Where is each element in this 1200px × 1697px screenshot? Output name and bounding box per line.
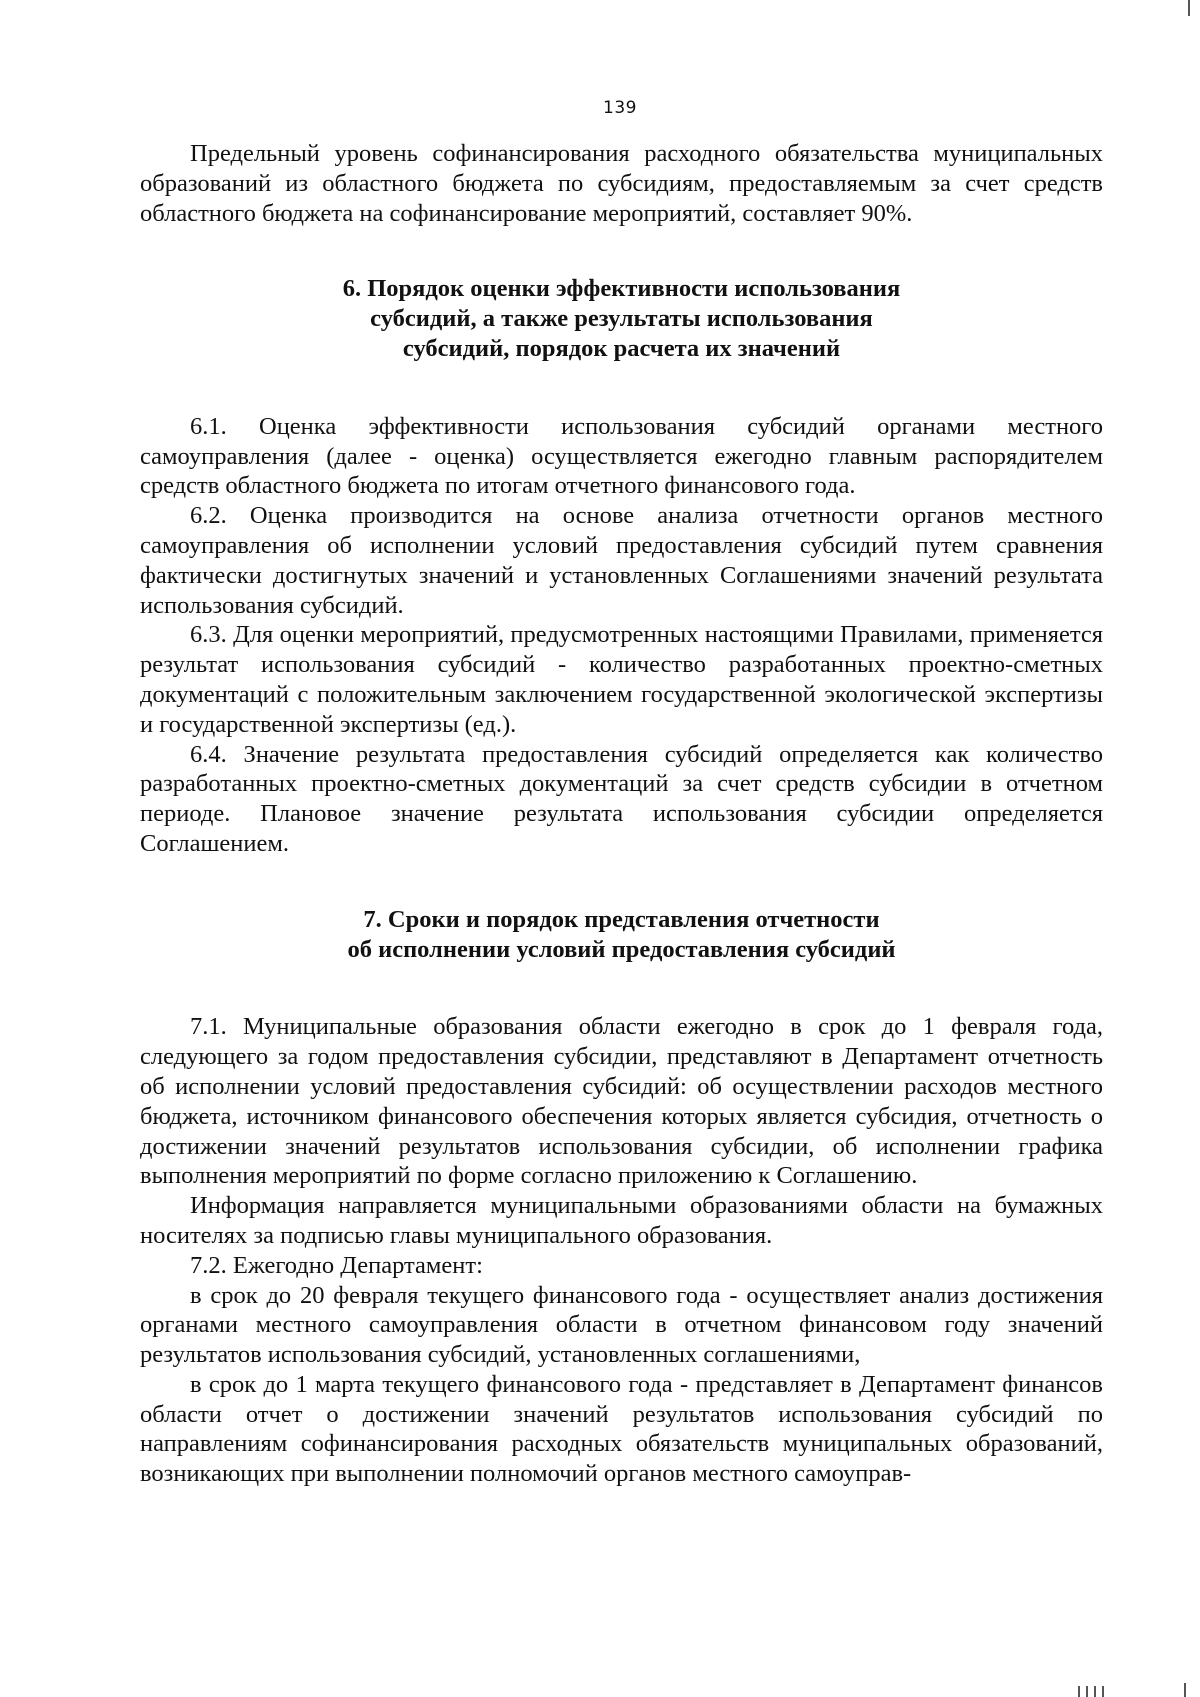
section-6-heading-line: субсидий, а также результаты использования — [370, 305, 873, 333]
intro-paragraph: Предельный уровень софинансирования расходного обязательства муниципальных образований из областного бюджета по субсидиям, предоставляемым за счет средств областного бюджета на софинансирование мероприятий, составляет 90%. — [140, 140, 1103, 227]
scan-artifact — [1188, 0, 1190, 16]
paragraph-7-2: 7.2. Ежегодно Департамент: — [190, 1251, 483, 1279]
document-body — [140, 139, 1103, 1489]
scan-artifact — [1102, 1686, 1104, 1697]
paragraph-7-2-mar: в срок до 1 марта текущего финансового года - представляет в Департамент финансов области отчет о достижении значений результатов использования субсидий по направлениям софинансирования расходных обязательств муниципальных образований, возникающих при выполнении полномочий органов местного самоуправ- — [140, 1370, 1103, 1488]
section-7-heading — [140, 905, 1103, 965]
paragraph-6-2: 6.2. Оценка производится на основе анализа отчетности органов местного самоуправления об исполнении условий предоставления субсидий путем сравнения фактически достигнутых значений и установленных Соглашениями значений результата использования субсидий. — [140, 502, 1103, 619]
paragraph-7-info: Информация направляется муниципальными образованиями области на бумажных носителях за подписью главы муниципального образования. — [140, 1192, 1103, 1249]
section-6-heading — [140, 274, 1103, 363]
paragraph-6-1: 6.1. Оценка эффективности использования субсидий органами местного самоуправления (далее - оценка) осуществляется ежегодно главным распорядителем средств областного бюджета по итогам отчетного финансового года. — [140, 412, 1103, 500]
scan-artifact — [1184, 1683, 1186, 1697]
section-6-heading-line: 6. Порядок оценки эффективности использования — [342, 275, 901, 303]
scan-artifact — [1078, 1686, 1080, 1697]
page-number: 139 — [603, 98, 637, 118]
section-7-heading-line: 7. Сроки и порядок представления отчетности — [363, 905, 880, 933]
paragraph-7-1: 7.1. Муниципальные образования области ежегодно в срок до 1 февраля года, следующего за годом предоставления субсидии, представляют в Департамент отчетность об исполнении условий предоставления субсидий: об осуществлении расходов местного бюджета, источником финансового обеспечения которых является субсидия, отчетность о достижении значений результатов использования субсидии, об исполнении графика выполнения мероприятий по форме согласно приложению к Соглашению. — [140, 1013, 1103, 1190]
section-6-heading-line: субсидий, порядок расчета их значений — [402, 334, 841, 362]
paragraph-7-2-feb: в срок до 20 февраля текущего финансового года - осуществляет анализ достижения органами местного самоуправления области в отчетном финансовом году значений результатов использования субсидий, установленных соглашениями, — [140, 1281, 1103, 1369]
paragraph-6-3: 6.3. Для оценки мероприятий, предусмотренных настоящими Правилами, применяется результат использования субсидий - количество разработанных проектно-сметных документаций с положительным заключением государственной экологической экспертизы и государственной экспертизы (ед.). — [140, 621, 1103, 738]
scan-artifact — [1094, 1686, 1096, 1697]
paragraph-6-4: 6.4. Значение результата предоставления субсидий определяется как количество разработанных проектно-сметных документаций за счет средств субсидии в отчетном периоде. Плановое значение результата использования субсидии определяется Соглашением. — [140, 740, 1103, 857]
section-7-heading-line: об исполнении условий предоставления субсидий — [347, 935, 896, 963]
scan-artifact — [1086, 1686, 1088, 1697]
